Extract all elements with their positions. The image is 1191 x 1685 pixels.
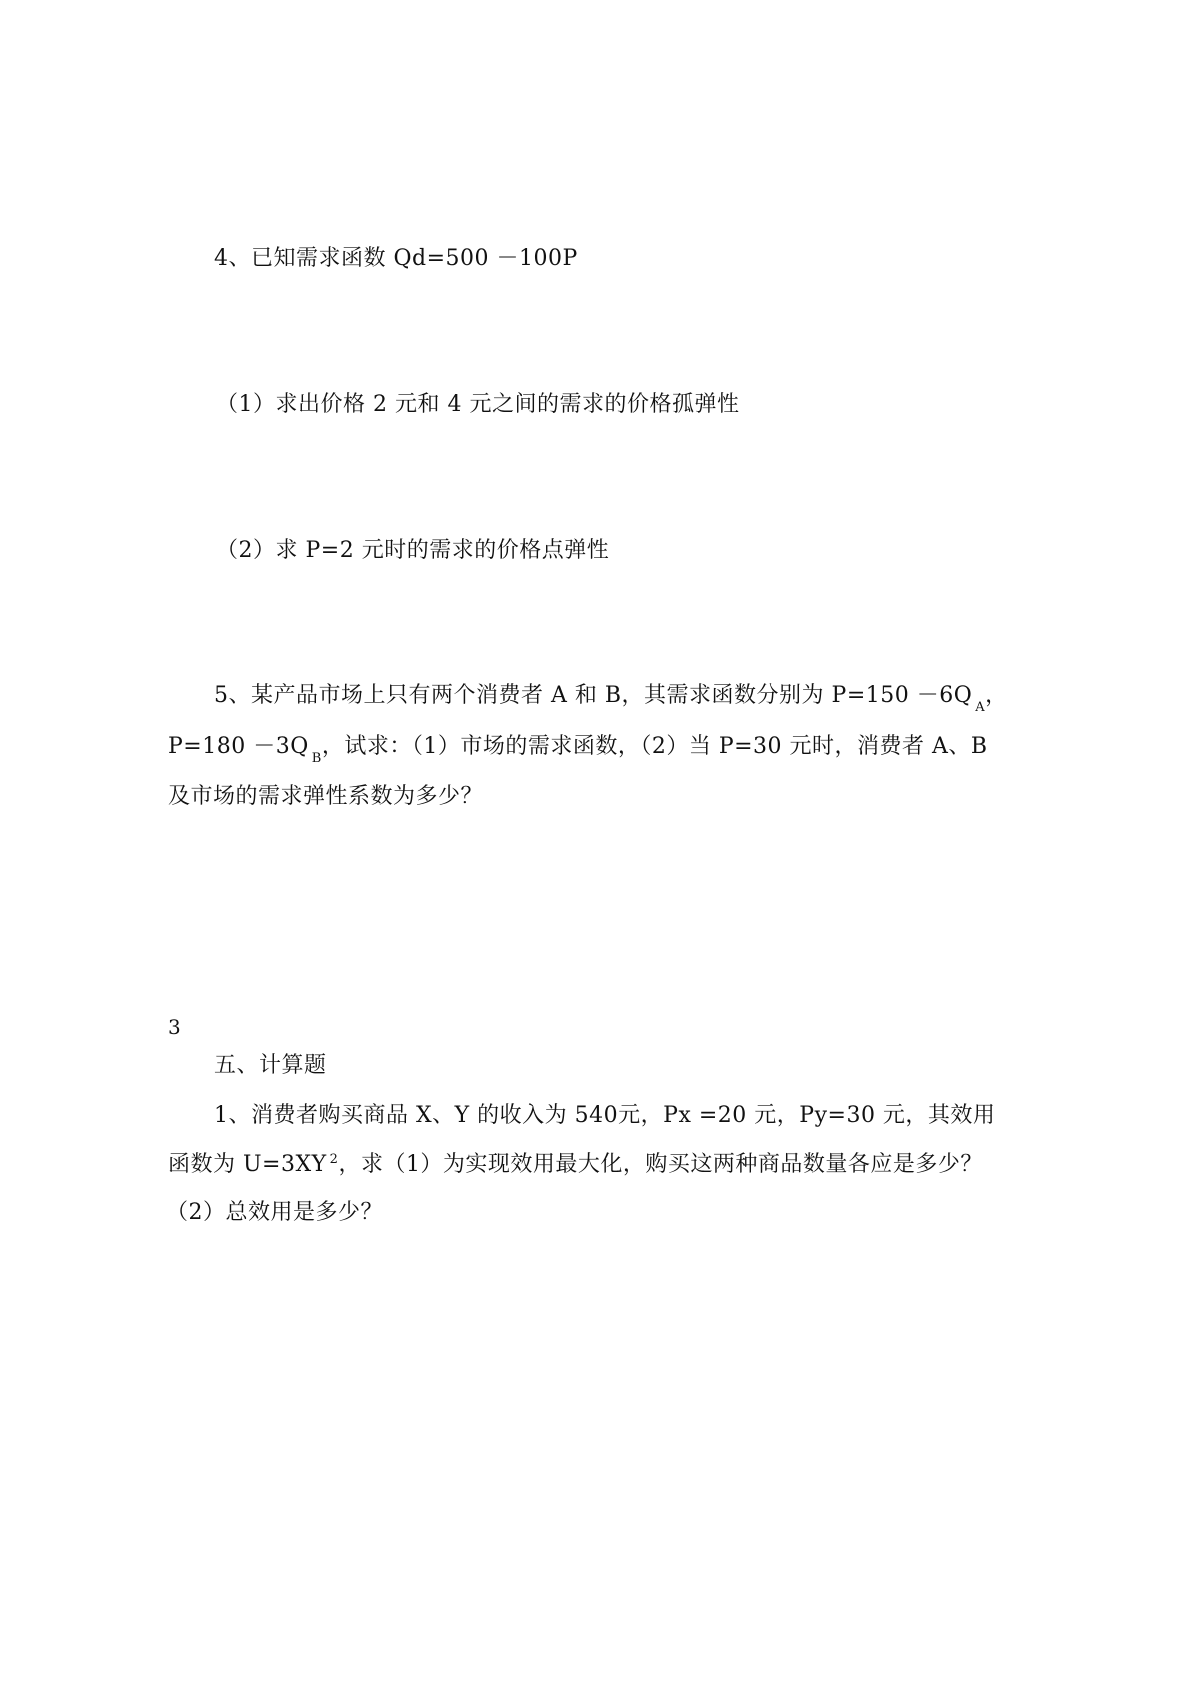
question-5-line-2 [168,732,988,765]
question-4-part-1: （1）求出价格 2 元和 4 元之间的需求的价格孤弹性 [216,392,740,417]
section-5-question-1-line-3: （2）总效用是多少？ [166,1200,383,1225]
section-5-question-1-line-2 [168,1150,983,1183]
question-5-line-2-tail: ，试求：（1）市场的需求函数，（2）当 P=30 元时，消费者 A、B [321,734,988,759]
question-5-line-2-head: P=180 －3Q [168,734,309,759]
section-5-question-1-line-2-tail: ，求（1）为实现效用最大化，购买这两种商品数量各应是多少？ [338,1152,983,1177]
section-heading: 五、计算题 [214,1053,327,1078]
question-5-line-3: 及市场的需求弹性系数为多少？ [168,784,484,809]
question-5-line-1-text: 5、某产品市场上只有两个消费者 A 和 B，其需求函数分别为 P=150 －6Q [214,683,973,708]
section-5-question-1-line-1: 1、消费者购买商品 X、Y 的收入为 540元，Px =20 元，Py=30 元，其效用 [214,1103,996,1128]
subscript-a: A [975,700,986,715]
page-number: 3 [168,1015,182,1039]
question-5-line-1 [214,681,1008,714]
superscript-2: 2 [329,1152,339,1167]
question-5-line-1-tail: ， [985,683,1008,708]
question-4-title: 4、已知需求函数 Qd=500 －100P [214,246,578,271]
subscript-b: B [311,751,322,766]
section-5-question-1-line-2-head: 函数为 U=3XY [168,1152,327,1177]
question-4-part-2: （2）求 P=2 元时的需求的价格点弹性 [216,538,610,563]
